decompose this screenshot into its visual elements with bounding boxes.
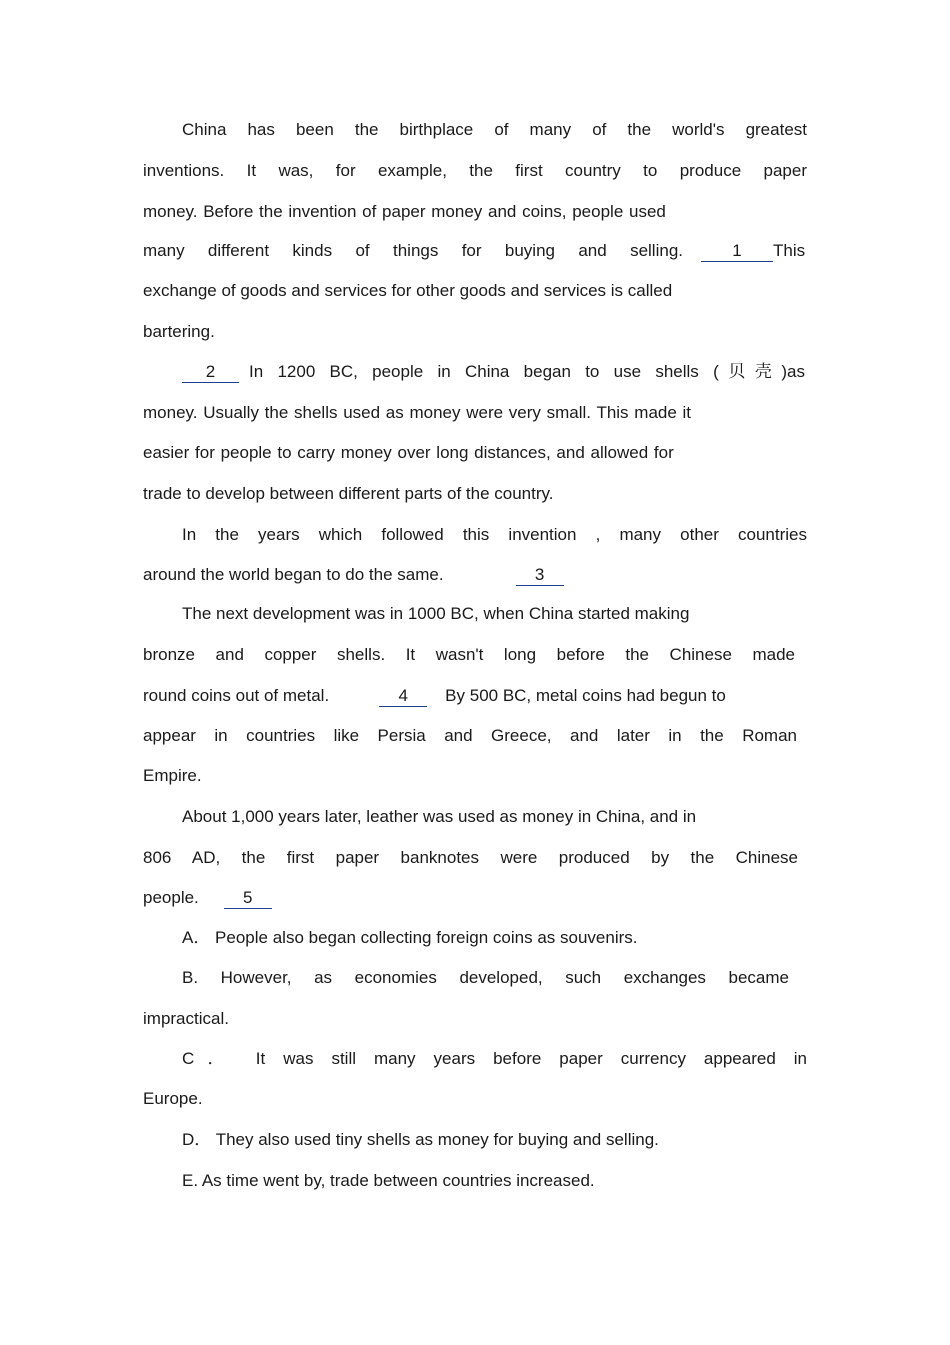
option-d: D． They also used tiny shells as money for buying and selling. [182, 1130, 659, 1149]
blank-1[interactable]: 1 [701, 241, 773, 262]
passage-line: The next development was in 1000 BC, when China started making [182, 604, 690, 623]
passage-line: money. Before the invention of paper money and coins, people used [143, 202, 666, 221]
passage-line-with-blank-3 [143, 564, 807, 586]
passage-line: bronze and copper shells. It wasn't long before the Chinese made [143, 645, 795, 664]
passage-line: appear in countries like Persia and Greece, and later in the Roman [143, 726, 797, 745]
passage-line-with-blank-2 [143, 361, 807, 383]
passage-text: This [773, 241, 806, 260]
blank-4[interactable]: 4 [379, 686, 427, 707]
passage-text: round coins out of metal. [143, 686, 330, 705]
passage-line: easier for people to carry money over long distances, and allowed for [143, 443, 674, 462]
passage-line: Empire. [143, 766, 202, 785]
blank-3[interactable]: 3 [516, 565, 564, 586]
blank-5[interactable]: 5 [224, 888, 272, 909]
passage-line-with-blank-1 [143, 240, 807, 262]
passage-line: exchange of goods and services for other goods and services is called [143, 281, 673, 300]
passage-line: China has been the birthplace of many of the world's greatest [182, 120, 807, 139]
passage-line-with-blank-5 [143, 887, 807, 909]
option-a: A． People also began collecting foreign coins as souvenirs. [182, 928, 638, 947]
passage-line: bartering. [143, 322, 215, 341]
passage-text: around the world began to do the same. [143, 565, 444, 584]
passage-line: In the years which followed this invention , many other countries [182, 525, 807, 544]
option-c-continued: Europe. [143, 1089, 203, 1108]
passage-line: inventions. It was, for example, the first country to produce paper [143, 161, 807, 180]
option-b: B. However, as economies developed, such exchanges became [182, 968, 789, 987]
blank-2[interactable]: 2 [182, 362, 239, 383]
passage-text: In 1200 BC, people in China began to use shells (贝壳)as [249, 362, 805, 381]
passage-line: money. Usually the shells used as money were very small. This made it [143, 403, 692, 422]
passage-text: people. [143, 888, 199, 907]
passage-line: trade to develop between different parts of the country. [143, 484, 554, 503]
option-b-continued: impractical. [143, 1009, 229, 1028]
passage-text: By 500 BC, metal coins had begun to [445, 686, 726, 705]
passage-text: many different kinds of things for buying and selling. [143, 241, 683, 260]
passage-line: 806 AD, the first paper banknotes were produced by the Chinese [143, 848, 798, 867]
passage-line-with-blank-4 [143, 685, 807, 707]
passage-line: About 1,000 years later, leather was used as money in China, and in [182, 807, 697, 826]
option-e: E. As time went by, trade between countries increased. [182, 1171, 595, 1190]
option-c: C． It was still many years before paper currency appeared in [182, 1049, 807, 1068]
